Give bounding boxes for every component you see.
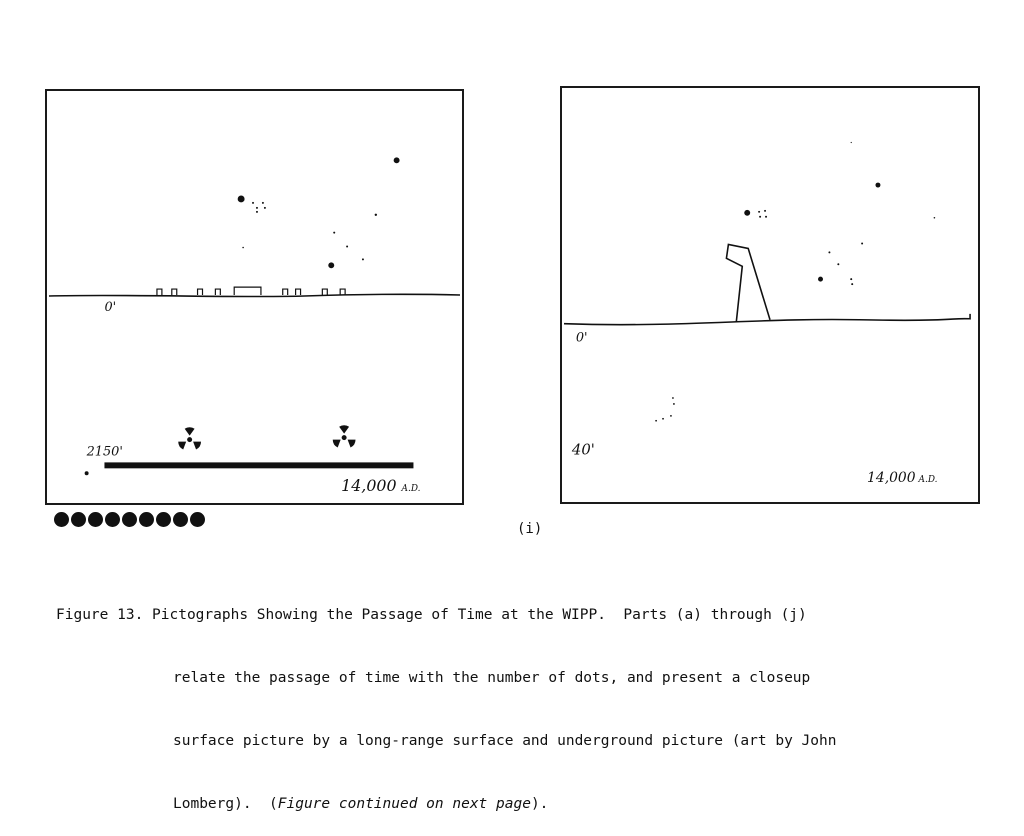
right-pictograph-drawing xyxy=(562,88,978,502)
sky-dots xyxy=(238,157,400,268)
underground-dots xyxy=(655,397,675,422)
time-dot xyxy=(122,512,137,527)
time-dot xyxy=(173,512,188,527)
caption-italic-text: Figure continued on next page xyxy=(277,796,531,812)
caption-line: Figure 13. Pictographs Showing the Passage of Time at the WIPP. Parts (a) through (j) xyxy=(56,607,807,623)
repository-bar xyxy=(104,462,413,468)
caption-text: ). xyxy=(530,796,549,812)
caption-text: Lomberg). ( xyxy=(173,796,278,812)
time-dot xyxy=(139,512,154,527)
date-label: 14,000 xyxy=(867,470,916,487)
caption-line: relate the passage of time with the number of dots, and present a closeup xyxy=(173,670,811,686)
sky-dots xyxy=(744,142,935,285)
depth-bottom-label: 2150' xyxy=(86,444,123,460)
radiation-trefoil-icon xyxy=(178,427,201,449)
ground-line xyxy=(564,314,970,325)
depth-bottom-label: 40' xyxy=(571,440,595,459)
time-dot xyxy=(71,512,86,527)
date-label: 14,000 xyxy=(341,476,397,496)
surface-markers xyxy=(157,287,345,295)
radiation-trefoil-icon xyxy=(333,425,356,447)
left-pictograph-panel xyxy=(45,89,464,505)
time-dot xyxy=(54,512,69,527)
time-dot xyxy=(156,512,171,527)
ground-line xyxy=(49,294,460,296)
monument-marker xyxy=(726,244,770,321)
time-passage-dots xyxy=(54,512,205,527)
depth-top-label: 0' xyxy=(575,330,588,346)
era-label: A.D. xyxy=(918,475,938,486)
depth-top-label: 0' xyxy=(104,299,117,315)
time-dot xyxy=(88,512,103,527)
time-dot xyxy=(190,512,205,527)
time-dot xyxy=(105,512,120,527)
figure-caption xyxy=(56,563,996,836)
caption-line: surface picture by a long-range surface and underground picture (art by John xyxy=(173,733,837,749)
era-label: A.D. xyxy=(401,484,421,495)
right-pictograph-panel xyxy=(560,86,980,504)
left-pictograph-drawing xyxy=(47,91,462,503)
subfigure-label: (i) xyxy=(517,521,543,537)
caption-line xyxy=(56,794,996,815)
